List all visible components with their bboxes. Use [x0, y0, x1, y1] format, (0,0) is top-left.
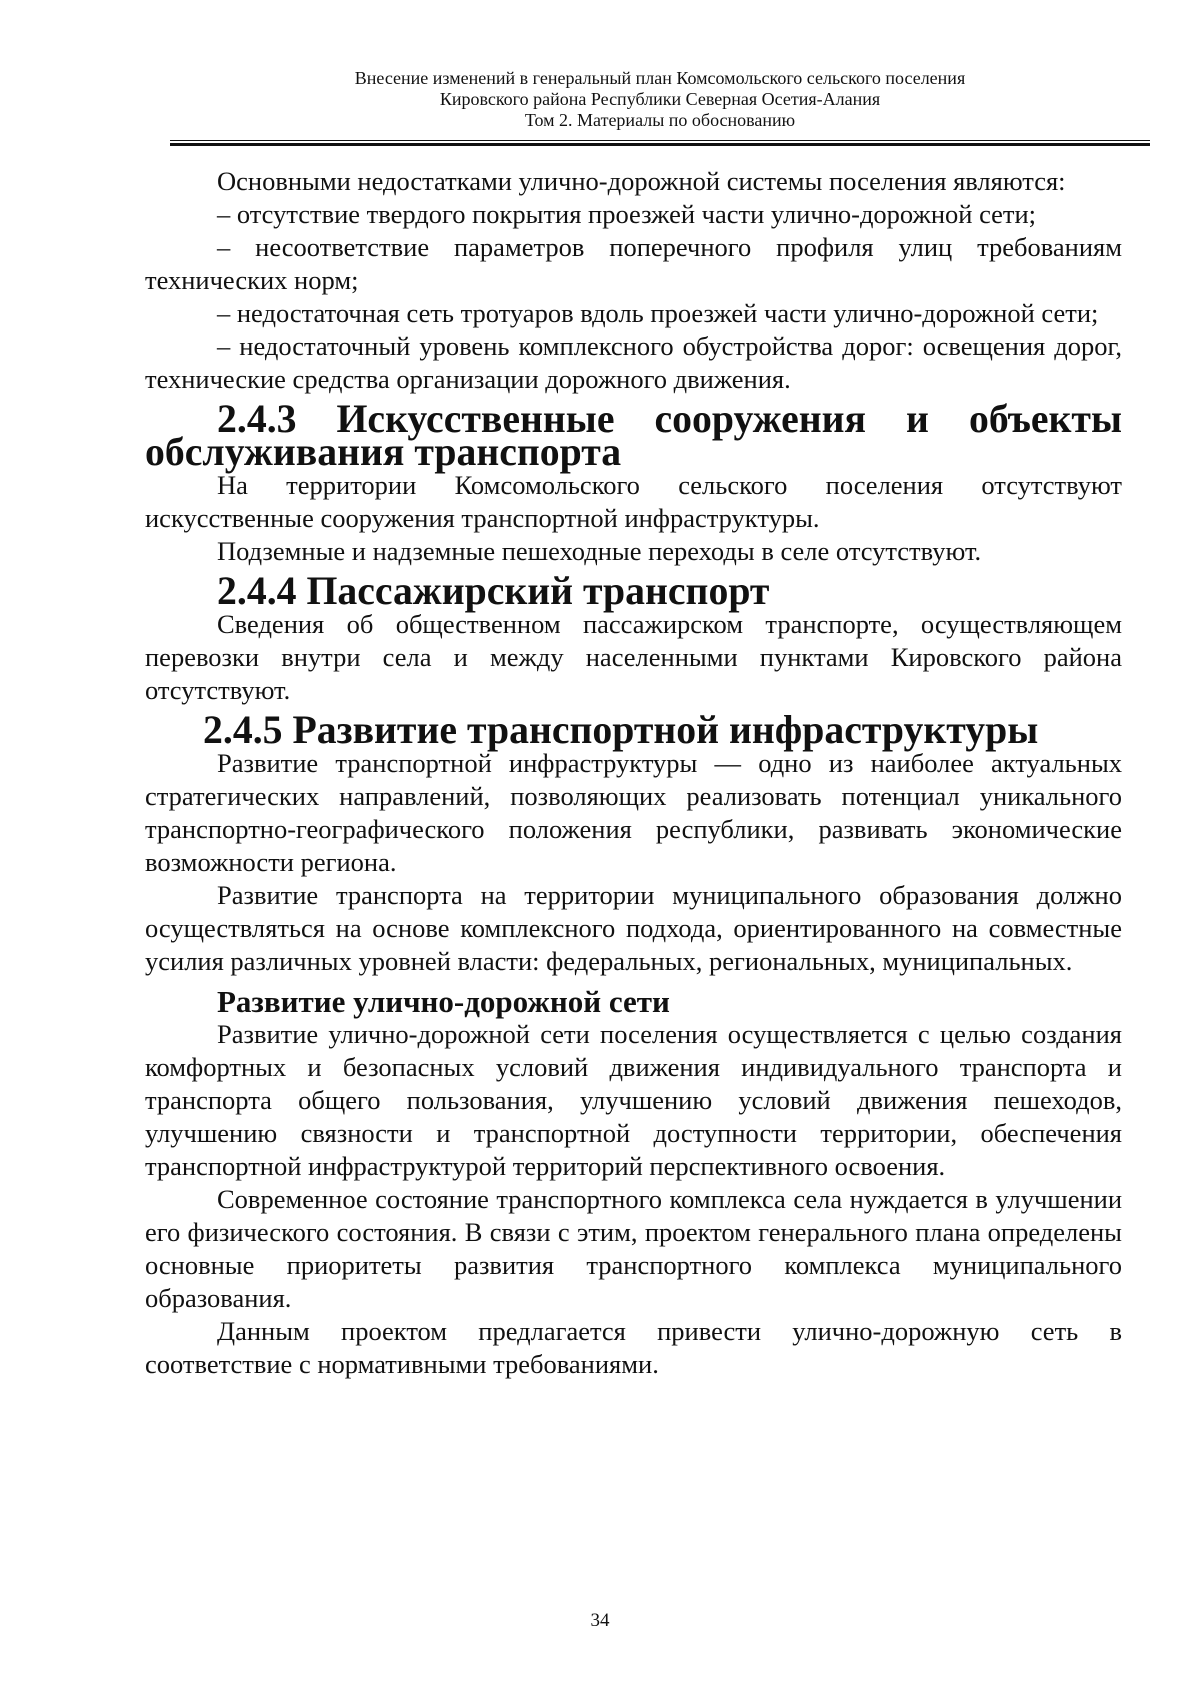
header-rule-thin — [170, 140, 1150, 141]
paragraph: Развитие улично-дорожной сети поселения осуществляется с целью создания комфортных и безопасных условий движения индивидуального транспорта и транспорта общего пользования, улучшению условий движения пешеходов, улучшению связности и транспортной доступности территории, обеспечения транспортной инфраструктурой территорий перспективного освоения. — [145, 1019, 1122, 1181]
paragraph: Развитие транспорта на территории муниципального образования должно осуществляться на основе комплексного подхода, ориентированного на совместные усилия различных уровней власти: федеральных, региональных, муниципальных. — [145, 880, 1122, 976]
header-line-1: Внесение изменений в генеральный план Комсомольского сельского поселения — [354, 68, 966, 88]
paragraph: Сведения об общественном пассажирском транспорте, осуществляющем перевозки внутри села и между населенными пунктами Кировского района отсутствуют. — [145, 609, 1122, 705]
paragraph: Подземные и надземные пешеходные переходы в селе отсутствуют. — [217, 536, 982, 566]
paragraph: Данным проектом предлагается привести улично-дорожную сеть в соответствие с нормативными требованиями. — [145, 1316, 1122, 1379]
paragraph: Развитие транспортной инфраструктуры — одно из наиболее актуальных стратегических направлений, позволяющих реализовать потенциал уникального транспортно-географического положения республики, развивать экономические возможности региона. — [145, 748, 1122, 877]
document-header — [170, 68, 1150, 131]
page-number: 34 — [590, 1610, 610, 1631]
bullet-item: – отсутствие твердого покрытия проезжей части улично-дорожной сети; — [217, 199, 1037, 229]
header-line-2: Кировского района Республики Северная Осетия-Алания — [439, 89, 881, 109]
bullet-item: – недостаточная сеть тротуаров вдоль проезжей части улично-дорожной сети; — [217, 298, 1099, 328]
section-heading-2-4-3: 2.4.3 Искусственные сооружения и объекты обслуживания транспорта — [145, 397, 1122, 474]
section-heading-2-4-5: 2.4.5 Развитие транспортной инфраструктуры — [203, 708, 1039, 752]
section-heading-2-4-4: 2.4.4 Пассажирский транспорт — [217, 569, 770, 613]
header-line-3: Том 2. Материалы по обоснованию — [524, 110, 796, 130]
paragraph: На территории Комсомольского сельского поселения отсутствуют искусственные сооружения транспортной инфраструктуры. — [145, 470, 1122, 533]
document-body — [145, 165, 1122, 1381]
subsection-heading-road-network: Развитие улично-дорожной сети — [217, 984, 670, 1019]
bullet-item: – недостаточный уровень комплексного обустройства дорог: освещения дорог, технические средства организации дорожного движения. — [145, 331, 1122, 394]
paragraph: Современное состояние транспортного комплекса села нуждается в улучшении его физического состояния. В связи с этим, проектом генерального плана определены основные приоритеты развития транспортного комплекса муниципального образования. — [145, 1184, 1122, 1313]
intro-paragraph: Основными недостатками улично-дорожной системы поселения являются: — [217, 166, 1066, 196]
bullet-item: – несоответствие параметров поперечного профиля улиц требованиям технических норм; — [145, 232, 1122, 295]
header-rule-thick — [170, 143, 1150, 146]
